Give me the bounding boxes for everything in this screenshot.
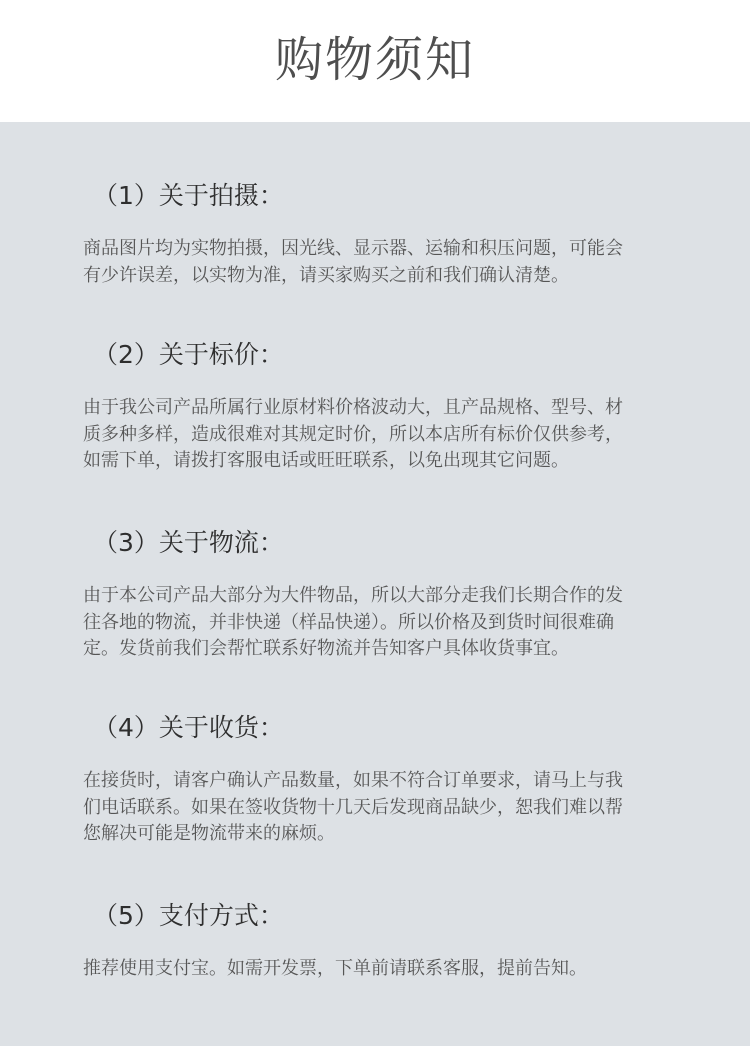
section-heading: （3）关于物流： [93, 528, 284, 557]
section-heading: （5）支付方式： [93, 901, 284, 930]
page-title: 购物须知 [274, 32, 475, 88]
section-heading: （2）关于标价： [93, 340, 284, 369]
section-body: 由于我公司产品所属行业原材料价格波动大，且产品规格、型号、材 质多种多样，造成很难对其规定时价，所以本店所有标价仅供参考， 如需下单，请拨打客服电话或旺旺联系，以免出现其它问题。 [83, 397, 623, 471]
section-heading: （4）关于收货： [93, 713, 284, 742]
section-body: 在接货时，请客户确认产品数量，如果不符合订单要求，请马上与我 们电话联系。如果在签收货物十几天后发现商品缺少，恕我们难以帮 您解决可能是物流带来的麻烦。 [83, 770, 623, 844]
section-body: 商品图片均为实物拍摄，因光线、显示器、运输和积压问题，可能会 有少许误差，以实物为准，请买家购买之前和我们确认清楚。 [83, 238, 623, 286]
section-heading: （1）关于拍摄： [93, 181, 284, 210]
section-body: 由于本公司产品大部分为大件物品，所以大部分走我们长期合作的发 往各地的物流，并非快递（样品快递）。所以价格及到货时间很难确 定。发货前我们会帮忙联系好物流并告知客户具体收货事宜。 [83, 585, 623, 659]
section-body: 推荐使用支付宝。如需开发票，下单前请联系客服，提前告知。 [83, 958, 587, 979]
header [0, 0, 750, 122]
notice-content [0, 122, 750, 1046]
